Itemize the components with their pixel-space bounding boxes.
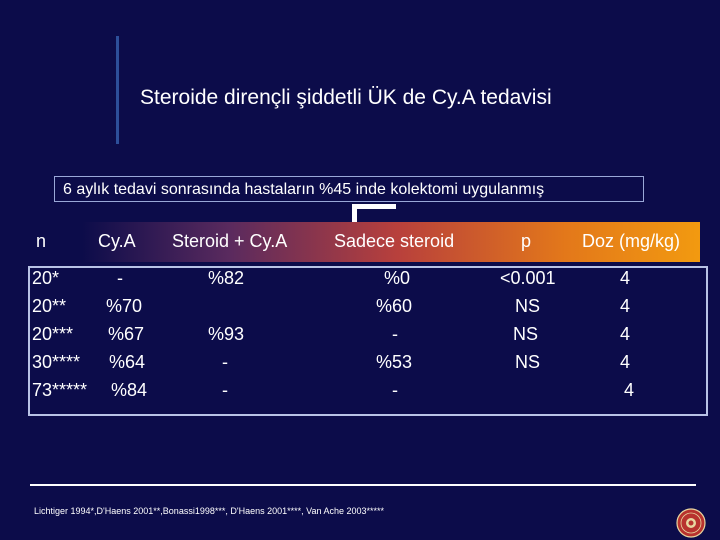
table-cell-sadece: %0 xyxy=(384,268,411,288)
header-cya: Cy.A xyxy=(98,231,136,251)
table-cell-sadece: - xyxy=(392,380,398,400)
header-n: n xyxy=(36,231,47,251)
header-doz: Doz (mg/kg) xyxy=(582,231,681,251)
header-p: p xyxy=(521,231,532,251)
table-cell-steroid-cya: %93 xyxy=(208,324,245,344)
table-cell-doz: 4 xyxy=(624,380,635,400)
table-cell-sadece: - xyxy=(392,324,398,344)
table-cell-doz: 4 xyxy=(620,324,631,344)
table-cell-cya: %67 xyxy=(108,324,145,344)
table-cell-steroid-cya: - xyxy=(222,352,228,372)
table-cell-n: 20*** xyxy=(32,324,74,344)
table-cell-n: 73***** xyxy=(32,380,88,400)
table-cell-p: <0.001 xyxy=(500,268,556,288)
collectomy-note-box: 6 aylık tedavi sonrasında hastaların %45 inde kolektomi uygulanmış xyxy=(54,176,644,202)
table-cell-cya: %70 xyxy=(106,296,143,316)
note-connector-horizontal xyxy=(352,204,396,209)
table-cell-steroid-cya: %82 xyxy=(208,268,245,288)
table-cell-sadece: %60 xyxy=(376,296,413,316)
table-cell-sadece: %53 xyxy=(376,352,413,372)
slide-title: Steroide dirençli şiddetli ÜK de Cy.A tedavisi xyxy=(140,86,552,109)
table-cell-doz: 4 xyxy=(620,352,631,372)
references-text: Lichtiger 1994*,D'Haens 2001**,Bonassi1998***, D'Haens 2001****, Van Ache 2003***** xyxy=(34,506,385,516)
table-cell-n: 20** xyxy=(32,296,67,316)
footer-divider-line xyxy=(30,484,696,486)
title-divider-line xyxy=(116,36,119,144)
table-cell-p: NS xyxy=(515,352,541,372)
header-sadece-steroid: Sadece steroid xyxy=(334,231,455,251)
table-cell-p: NS xyxy=(515,296,541,316)
table-cell-doz: 4 xyxy=(620,296,631,316)
university-seal-icon xyxy=(676,508,706,538)
table-cell-cya: - xyxy=(117,268,123,288)
table-cell-cya: %64 xyxy=(109,352,146,372)
table-cell-p: NS xyxy=(513,324,539,344)
table-cell-n: 30**** xyxy=(32,352,81,372)
table-cell-steroid-cya: - xyxy=(222,380,228,400)
table-cell-n: 20* xyxy=(32,268,60,288)
table-cell-doz: 4 xyxy=(620,268,631,288)
table-cell-cya: %84 xyxy=(111,380,148,400)
header-steroid-cya: Steroid + Cy.A xyxy=(172,231,288,251)
